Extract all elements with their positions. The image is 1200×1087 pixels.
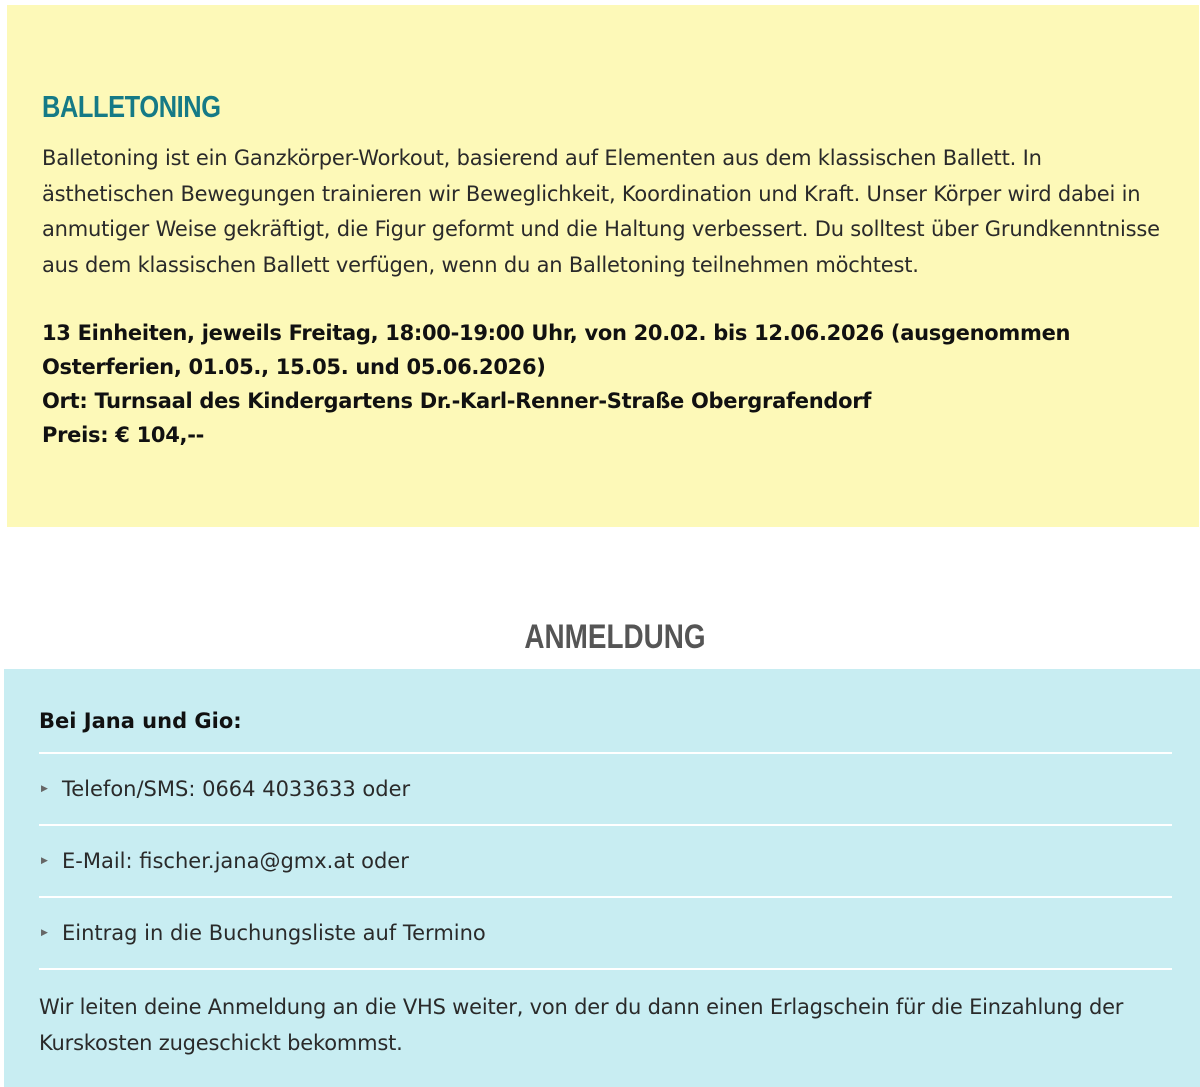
bullet-triangle-icon: ▶ xyxy=(41,784,48,794)
course-location: Ort: Turnsaal des Kindergartens Dr.-Karl-Renner-Straße Obergrafendorf xyxy=(42,389,872,413)
contact-item-label[interactable]: E-Mail: fischer.jana@gmx.at oder xyxy=(62,849,409,873)
contact-item-label[interactable]: Eintrag in die Buchungsliste auf Termino xyxy=(62,921,486,945)
registration-heading: ANMELDUNG xyxy=(524,618,706,657)
contact-item-termino[interactable] xyxy=(39,898,1172,970)
bullet-triangle-icon: ▶ xyxy=(41,928,48,938)
contact-title: Bei Jana und Gio: xyxy=(39,707,1172,754)
course-price: Preis: € 104,-- xyxy=(42,423,205,447)
registration-note: Wir leiten deine Anmeldung an die VHS weiter, von der du dann einen Erlagschein für die Einzahlung der Kurskosten zugeschickt bekommst. xyxy=(39,995,1124,1055)
course-schedule: 13 Einheiten, jeweils Freitag, 18:00-19:00 Uhr, von 20.02. bis 12.06.2026 (ausgenommen Osterferien, 01.05., 15.05. und 05.06.2026) xyxy=(42,321,1071,379)
course-description: Balletoning ist ein Ganzkörper-Workout, basierend auf Elementen aus dem klassischen Ballett. In ästhetischen Bewegungen trainieren wir Beweglichkeit, Koordination und Kraft. Unser Körper wird dabei in anmutiger Weise gekräftigt, die Figur geformt und die Haltung verbessert. Du solltest über Grundkenntnisse aus dem klassischen Ballett verfügen, wenn du an Balletoning teilnehmen möchtest. xyxy=(42,146,1160,277)
contact-item-phone xyxy=(39,754,1172,826)
contact-list xyxy=(39,754,1172,970)
course-details xyxy=(42,316,1165,452)
course-info-box xyxy=(7,5,1199,527)
contact-item-email[interactable] xyxy=(39,826,1172,898)
registration-contact-box xyxy=(4,669,1200,1087)
contact-item-label: Telefon/SMS: 0664 4033633 oder xyxy=(62,777,411,801)
bullet-triangle-icon: ▶ xyxy=(41,856,48,866)
course-title: BALLETONING xyxy=(42,89,221,124)
